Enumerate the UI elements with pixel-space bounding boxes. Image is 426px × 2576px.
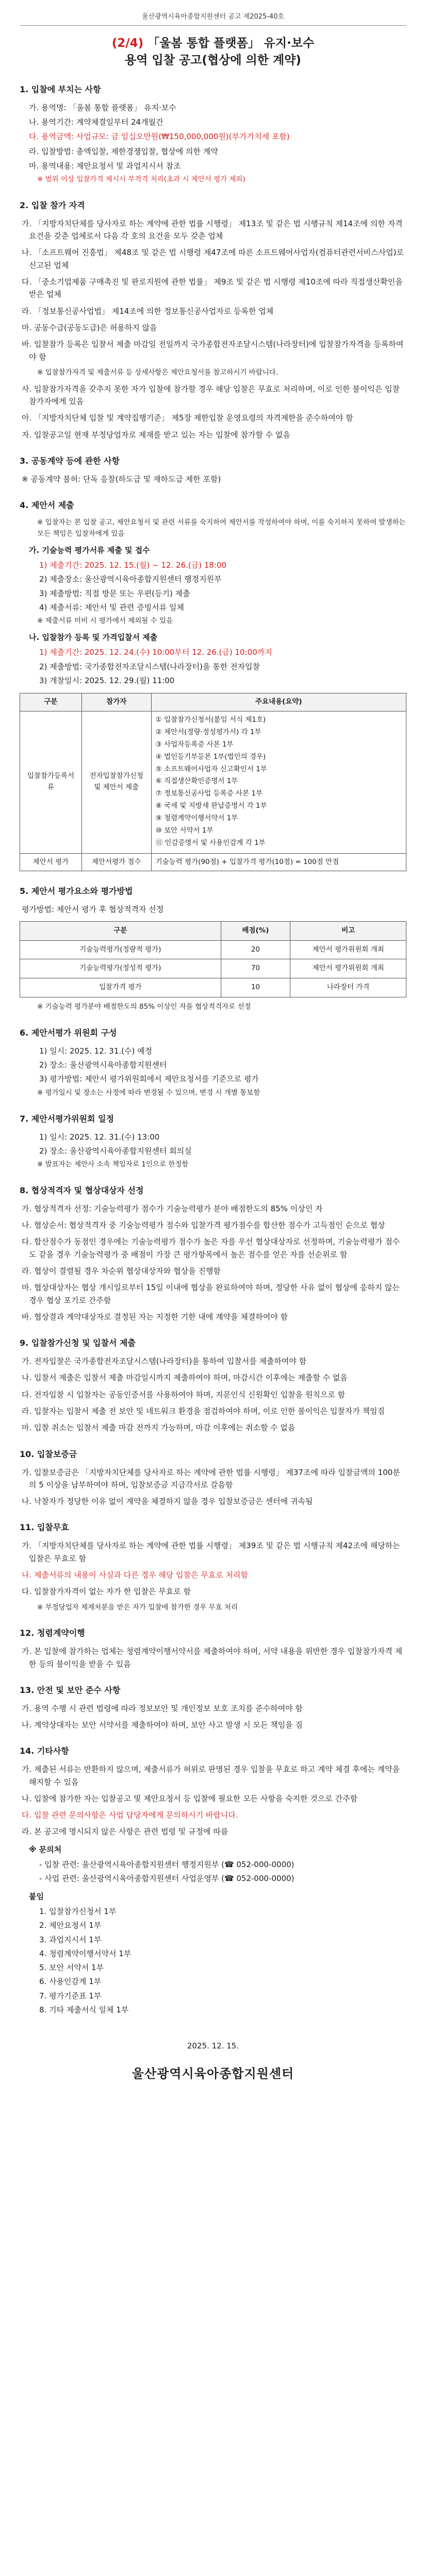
table-cell: 20 (221, 940, 290, 959)
section-heading: 3. 공동계약 등에 관한 사항 (20, 455, 120, 466)
paragraph: 나. 입찰에 참가한 자는 입찰공고 및 제안요청서 등 입찰에 필요한 모든 사항을 숙지한 것으로 간주함 (22, 1793, 358, 1803)
table-header: 구분 (20, 921, 221, 940)
table-cell: 나라장터 가격 (290, 978, 406, 997)
list-item: 나. 용역기간: 계약체결일부터 24개월간 (29, 117, 163, 127)
table-row (20, 959, 406, 978)
table-cell-duties (151, 711, 406, 853)
title-main: 「울봄 통합 플랫폼」 유지·보수 (143, 37, 315, 50)
paragraph: 마. 공동수급(공동도급)은 허용하지 않음 (22, 323, 157, 332)
section-6 (20, 1026, 406, 1099)
note: ※ 입찰참가자격 및 제출서류 등 상세사항은 제안요청서를 참고하시기 바랍니다. (37, 368, 278, 377)
paragraph: 나. 입찰서 제출은 입찰서 제출 마감일시까지 제출하여야 하며, 마감시간 이후에는 제출할 수 없음 (22, 1373, 348, 1383)
duty-line: ⑤ 소프트웨어사업자 신고확인서 1부 (155, 765, 267, 773)
paragraph: 다. 「중소기업제품 구매촉진 및 판로지원에 관한 법률」 제9조 및 같은 법 시행령 제10조에 따라 직접생산확인을 받은 업체 (22, 277, 403, 299)
attachment-item: 5. 보안 서약서 1부 (39, 1963, 104, 1973)
paragraph: 가. 전자입찰은 국가종합전자조달시스템(나라장터)을 통하여 입찰서를 제출하여야 함 (22, 1357, 307, 1366)
note: ※ 입찰자는 본 입찰 공고, 제안요청서 및 관련 서류를 숙지하여 제안서를 작성하여야 하며, 이를 숙지하지 못하여 발생하는 모든 책임은 입찰자에게 있음 (37, 518, 406, 538)
attachment-item: 7. 평가기준표 1부 (39, 1991, 102, 2001)
note: ※ 발표자는 제안사 소속 책임자로 1인으로 한정함 (37, 1160, 189, 1169)
list-item: 3) 평가방법: 제안서 평가위원회에서 제안요청서를 기준으로 평가 (39, 1074, 259, 1084)
document-title (20, 35, 406, 70)
contact-line: - 사업 관련: 울산광역시육아종합지원센터 사업운영부 (☎ 052-000-0000) (39, 1874, 294, 1884)
duty-line: ⑧ 국세 및 지방세 완납증명서 각 1부 (155, 802, 267, 810)
section-heading: 2. 입찰 참가 자격 (20, 200, 85, 210)
contact-line: - 입찰 관련: 울산광역시육아종합지원센터 행정지원부 (☎ 052-000-0000) (39, 1860, 294, 1870)
section-heading: 14. 기타사항 (20, 1746, 69, 1756)
list-item: 3) 제출방법: 직접 방문 또는 우편(등기) 제출 (39, 588, 190, 598)
section-9 (20, 1336, 406, 1434)
paragraph: 사. 입찰참가자격을 갖추지 못한 자가 입찰에 참가할 경우 해당 입찰은 무효로 처리하며, 이로 인한 불이익은 입찰 참가자에게 있음 (22, 384, 400, 406)
paragraph: 라. 본 공고에 명시되지 않은 사항은 관련 법령 및 규정에 따름 (22, 1827, 228, 1837)
section-5 (20, 885, 406, 1013)
submission-table (20, 693, 406, 871)
paragraph: 가. 「지방자치단체를 당사자로 하는 계약에 관한 법률 시행령」 제39조 및 같은 법 시행규칙 제42조에 해당하는 입찰은 무효로 함 (22, 1541, 400, 1563)
list-item: 2) 제출장소: 울산광역시육아종합지원센터 행정지원부 (39, 574, 222, 584)
list-item: 2) 장소: 울산광역시육아종합지원센터 (39, 1060, 167, 1070)
paragraph: 바. 입찰참가 등록은 입찰서 제출 마감일 전일까지 국가종합전자조달시스템(나라장터)에 입찰참가자격을 등록하여야 함 (22, 340, 404, 362)
note: ※ 평가일시 및 장소는 사정에 따라 변경될 수 있으며, 변경 시 개별 통보함 (37, 1088, 260, 1097)
section-13 (20, 1684, 406, 1732)
paragraph: 나. 제출서류의 내용이 사실과 다른 경우 해당 입찰은 무효로 처리함 (22, 1570, 248, 1580)
paragraph: 아. 「지방자치단체 입찰 및 계약집행기준」 제5장 제한입찰 운영요령의 자격제한을 준수하여야 함 (22, 413, 353, 423)
paragraph: 마. 협상대상자는 협상 개시일로부터 15일 이내에 협상을 완료하여야 하며, 정당한 사유 없이 협상에 응하지 않는 경우 협상 포기로 간주함 (22, 1283, 400, 1305)
paragraph: 평가방법: 제안서 평가 후 협상적격자 선정 (22, 905, 164, 914)
contact-heading: ※ 문의처 (29, 1844, 62, 1854)
paragraph: 가. 본 입찰에 참가하는 업체는 청렴계약이행서약서를 제출하여야 하며, 서약 내용을 위반한 경우 입찰참가자격 제한 등의 불이익을 받을 수 있음 (22, 1647, 403, 1669)
duty-line: ① 입찰참가신청서(붙임 서식 제1호) (155, 716, 266, 724)
attachment-item: 2. 제안요청서 1부 (39, 1921, 102, 1930)
list-item: 2) 제출방법: 국가종합전자조달시스템(나라장터)을 통한 전자입찰 (39, 662, 260, 671)
duty-line: ② 제안서(정량·정성평가서) 각 1부 (155, 727, 261, 736)
table-cell: 입찰가격 평가 (20, 978, 221, 997)
list-item: 라. 입찰방법: 총액입찰, 제한경쟁입찰, 협상에 의한 계약 (29, 146, 218, 156)
note: ※ 기술능력 평가분야 배점한도의 85% 이상인 자를 협상적격자로 선정 (37, 1003, 251, 1011)
paragraph: 다. 합산점수가 동점인 경우에는 기술능력평가 점수가 높은 자를 우선 협상대상자로 선정하며, 기술능력평가 점수도 같을 경우 기술능력평가 중 배점이 가장 큰 평가항목에서 높은 점수를 얻은 자를 선순위로 함 (22, 1237, 400, 1259)
attachment-item: 6. 사용인감계 1부 (39, 1977, 102, 1987)
table-cell: 제안서 평가위원회 개최 (290, 959, 406, 978)
section-heading: 12. 청렴계약이행 (20, 1628, 85, 1638)
section-4 (20, 499, 406, 871)
paragraph: 바. 협상결과 계약대상자로 결정된 자는 지정한 기한 내에 계약을 체결하여야 함 (22, 1312, 288, 1321)
paragraph: 나. 「소프트웨어 진흥법」 제48조 및 같은 법 시행령 제47조에 따른 소프트웨어사업자(컴퓨터관련서비스사업)로 신고된 업체 (22, 248, 404, 270)
notice-date: 2025. 12. 15. (187, 2041, 239, 2051)
price-note: ※ 범위 이상 입찰가격 제시시 부적격 처리(초과 시 제안서 평가 제외) (37, 175, 245, 184)
title-line2: 용역 입찰 공고(협상에 의한 계약) (125, 54, 301, 67)
score-table (20, 921, 406, 997)
list-item: 1) 제출기간: 2025. 12. 24.(수) 10:00부터 12. 26.(금) 10:00까지 (39, 648, 272, 657)
section-heading: 10. 입찰보증금 (20, 1449, 77, 1459)
paragraph: 가. 제출된 서류는 반환하지 않으며, 제출서류가 허위로 판명된 경우 입찰을 무효로 하고 계약 체결 후에는 계약을 해지할 수 있음 (22, 1765, 400, 1787)
table-cell: 70 (221, 959, 290, 978)
duty-line: ⑥ 직접생산확인증명서 1부 (155, 777, 238, 786)
list-item: 1) 제출기간: 2025. 12. 15.(월) ~ 12. 26.(금) 18:00 (39, 561, 227, 570)
table-header: 비고 (290, 921, 406, 940)
section-heading: 11. 입찰무효 (20, 1522, 69, 1533)
attachment-item: 3. 과업지시서 1부 (39, 1935, 102, 1944)
list-item: 가. 용역명: 「울봄 통합 플랫폼」 유지·보수 (29, 103, 176, 112)
paragraph: 가. 용역 수행 시 관련 법령에 따라 정보보안 및 개인정보 보호 조치를 준수하여야 함 (22, 1703, 303, 1713)
section-heading: 13. 안전 및 보안 준수 사항 (20, 1685, 121, 1695)
section-8 (20, 1184, 406, 1323)
table-cell: 기술능력 평가(90점) + 입찰가격 평가(10점) = 100점 만점 (151, 853, 406, 871)
table-header: 배점(%) (221, 921, 290, 940)
section-heading: 4. 제안서 제출 (20, 500, 74, 511)
paragraph: 다. 입찰참가자격이 없는 자가 한 입찰은 무효로 함 (22, 1587, 191, 1597)
section-heading: 1. 입찰에 부치는 사항 (20, 84, 101, 94)
table-cell: 제안서 평가 (20, 853, 82, 871)
section-heading: 6. 제안서평가 위원회 구성 (20, 1027, 117, 1038)
notice-number: 울산광역시육아종합지원센터 공고 제2025-40호 (20, 11, 406, 26)
table-cell: 10 (221, 978, 290, 997)
section-heading: 5. 제안서 평가요소와 평가방법 (20, 886, 133, 896)
table-cell: 제안서 평가위원회 개최 (290, 940, 406, 959)
section-12 (20, 1626, 406, 1670)
paragraph: 라. 「정보통신공사업법」 제14조에 의한 정보통신공사업자로 등록한 업체 (22, 306, 274, 316)
paragraph: ※ 공동계약 불허: 단독 응찰(하도급 및 재하도급 제한 포함) (22, 474, 221, 484)
paragraph: 다. 전자입찰 시 입찰자는 공동인증서를 사용하여야 하며, 지문인식 신원확인 입찰을 원칙으로 함 (22, 1389, 346, 1399)
section-14 (20, 1744, 406, 2016)
paragraph: 나. 계약상대자는 보안 서약서를 제출하여야 하며, 보안 사고 발생 시 모든 책임을 짐 (22, 1720, 303, 1730)
duty-line: ③ 사업자등록증 사본 1부 (155, 740, 234, 749)
list-item: 마. 용역내용: 제안요청서 및 과업지시서 참조 (29, 161, 181, 171)
sub-heading: 나. 입찰참가 등록 및 가격입찰서 제출 (29, 633, 158, 642)
paragraph: 가. 협상적격자 선정: 기술능력평가 점수가 기술능력평가 분야 배점한도의 85% 이상인 자 (22, 1204, 323, 1213)
paragraph: 마. 입찰 취소는 입찰서 제출 마감 전까지 가능하며, 마감 이후에는 취소할 수 없음 (22, 1423, 296, 1433)
note: ※ 부정당업자 제재처분을 받은 자가 입찰에 참가한 경우 무효 처리 (37, 1603, 238, 1612)
attachments (20, 1890, 406, 2016)
attachment-item: 1. 입찰참가신청서 1부 (39, 1906, 117, 1916)
list-item: 1) 일시: 2025. 12. 31.(수) 예정 (39, 1046, 153, 1056)
contact-box (20, 1843, 406, 1885)
table-header: 참가자 (81, 693, 151, 711)
section-2 (20, 199, 406, 441)
table-row (20, 978, 406, 997)
table-cell: 기술능력평가(정성적 평가) (20, 959, 221, 978)
paragraph: 라. 입찰자는 입찰서 제출 전 보안 및 네트워크 환경을 점검하여야 하며, 이로 인한 불이익은 입찰자가 책임짐 (22, 1406, 385, 1416)
paragraph: 나. 낙찰자가 정당한 이유 없이 계약을 체결하지 않을 경우 입찰보증금은 센터에 귀속됨 (22, 1497, 313, 1506)
table-cell: 기술능력평가(정량적 평가) (20, 940, 221, 959)
list-item: 2) 장소: 울산광역시육아종합지원센터 회의실 (39, 1146, 192, 1156)
list-item: 4) 제출서류: 제안서 및 관련 증빙서류 일체 (39, 602, 184, 612)
paragraph: 가. 입찰보증금은 「지방자치단체를 당사자로 하는 계약에 관한 법률 시행령」 제37조에 따라 입찰금액의 100분의 5 이상을 납부하여야 하며, 입찰보증금 지급각서로 갈음함 (22, 1467, 400, 1489)
title-prefix: (2/4) (111, 37, 144, 50)
list-item: 1) 일시: 2025. 12. 31.(수) 13:00 (39, 1132, 160, 1142)
list-item: 다. 용역금액: 사업규모: 금 일십오만원(₩150,000,000원)(부가가치세 포함) (29, 132, 290, 142)
section-7 (20, 1112, 406, 1171)
list-item: 3) 개찰일시: 2025. 12. 29.(월) 11:00 (39, 675, 175, 685)
paragraph: 자. 입찰공고일 현재 부정당업자로 제재를 받고 있는 자는 입찰에 참가할 수 없음 (22, 430, 290, 439)
note: ※ 제출서류 미비 시 평가에서 제외될 수 있음 (37, 617, 173, 625)
paragraph: 가. 「지방자치단체를 당사자로 하는 계약에 관한 법률 시행령」 제13조 및 같은 법 시행규칙 제14조에 의한 자격요건을 갖춘 업체로서 다음 각 호의 요건을 모두 갖춘 업체 (22, 218, 403, 241)
duty-line: ④ 법인등기부등본 1부(법인의 경우) (155, 752, 266, 761)
paragraph: 다. 입찰 관련 문의사항은 사업 담당자에게 문의하시기 바랍니다. (22, 1810, 238, 1820)
section-heading: 7. 제안서평가위원회 일정 (20, 1113, 114, 1124)
section-10 (20, 1448, 406, 1508)
sub-heading: 가. 기술능력 평가서류 제출 및 접수 (29, 545, 150, 555)
section-1 (20, 83, 406, 185)
table-cell: 입찰참가등록서류 (20, 711, 82, 853)
paragraph: 나. 협상순서: 협상적격자 중 기술능력평가 점수와 입찰가격 평가점수를 합산한 점수가 고득점인 순으로 협상 (22, 1221, 385, 1230)
section-3 (20, 454, 406, 485)
duty-line: ⑪ 인감증명서 및 사용인감계 각 1부 (155, 838, 266, 847)
duty-line: ⑦ 정보통신공사업 등록증 사본 1부 (155, 789, 263, 798)
table-cell: 제안서평가 점수 (81, 853, 151, 871)
paragraph: 라. 협상이 결렬될 경우 차순위 협상대상자와 협상을 진행함 (22, 1266, 221, 1276)
table-row (20, 711, 406, 853)
attachments-heading: 붙임 (29, 1891, 44, 1901)
attachment-item: 4. 청렴계약이행서약서 1부 (39, 1948, 132, 1958)
duty-line: ⑨ 청렴계약이행서약서 1부 (155, 814, 238, 822)
table-cell: 전자입찰참가신청 및 제안서 제출 (81, 711, 151, 853)
table-header: 주요내용(요약) (151, 693, 406, 711)
section-11 (20, 1521, 406, 1613)
section-heading: 8. 협상적격자 및 협상대상자 선정 (20, 1185, 144, 1195)
duty-line: ⑩ 보안 서약서 1부 (155, 826, 214, 835)
table-header: 구분 (20, 693, 82, 711)
section-heading: 9. 입찰참가신청 및 입찰서 제출 (20, 1338, 136, 1348)
table-row (20, 940, 406, 959)
attachment-item: 8. 기타 제출서식 일체 1부 (39, 2005, 129, 2015)
table-row (20, 853, 406, 871)
organization-name: 울산광역시육아종합지원센터 (132, 2066, 294, 2081)
